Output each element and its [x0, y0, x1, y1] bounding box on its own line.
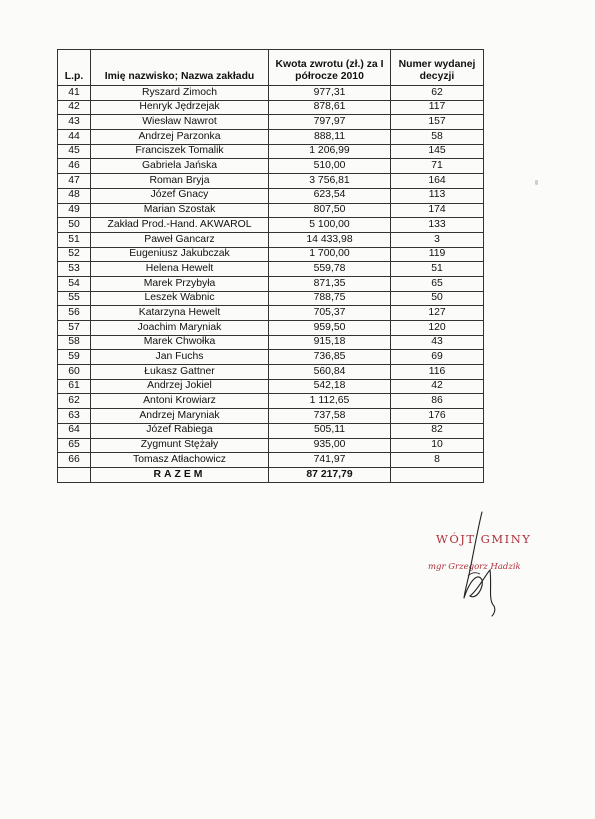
row-amount: 14 433,98	[269, 232, 391, 247]
row-name: Roman Bryja	[91, 174, 269, 189]
table-row	[58, 262, 484, 277]
row-lp: 45	[58, 144, 91, 159]
row-amount: 915,18	[269, 335, 391, 350]
row-amount: 705,37	[269, 306, 391, 321]
table-row	[58, 321, 484, 336]
row-name: Katarzyna Hewelt	[91, 306, 269, 321]
row-lp: 51	[58, 232, 91, 247]
row-lp: 59	[58, 350, 91, 365]
row-lp: 58	[58, 335, 91, 350]
table-row	[58, 188, 484, 203]
row-name: Józef Gnacy	[91, 188, 269, 203]
row-decision: 82	[391, 423, 484, 438]
row-name: Antoni Krowiarz	[91, 394, 269, 409]
row-name: Tomasz Atłachowicz	[91, 453, 269, 468]
total-empty-cell	[391, 467, 484, 482]
row-amount: 797,97	[269, 115, 391, 130]
row-amount: 788,75	[269, 291, 391, 306]
row-name: Wiesław Nawrot	[91, 115, 269, 130]
stamp-name: mgr Grzegorz Hadzik	[428, 562, 521, 572]
row-lp: 54	[58, 276, 91, 291]
row-amount: 1 206,99	[269, 144, 391, 159]
row-amount: 977,31	[269, 86, 391, 101]
stamp-title: WÓJT GMINY	[436, 532, 532, 546]
row-name: Zygmunt Stężały	[91, 438, 269, 453]
row-decision: 157	[391, 115, 484, 130]
table-row	[58, 453, 484, 468]
row-decision: 62	[391, 86, 484, 101]
row-decision: 8	[391, 453, 484, 468]
row-amount: 741,97	[269, 453, 391, 468]
row-decision: 42	[391, 379, 484, 394]
total-amount: 87 217,79	[269, 467, 391, 482]
row-decision: 174	[391, 203, 484, 218]
header-decision: Numer wydanej decyzji	[391, 50, 484, 86]
row-decision: 69	[391, 350, 484, 365]
row-name: Ryszard Zimoch	[91, 86, 269, 101]
row-amount: 510,00	[269, 159, 391, 174]
refund-table	[57, 49, 484, 483]
row-lp: 63	[58, 409, 91, 424]
row-decision: 127	[391, 306, 484, 321]
row-decision: 58	[391, 130, 484, 145]
table-row	[58, 247, 484, 262]
table-header-row	[58, 50, 484, 86]
row-decision: 3	[391, 232, 484, 247]
row-name: Andrzej Parzonka	[91, 130, 269, 145]
row-lp: 47	[58, 174, 91, 189]
header-name: Imię nazwisko; Nazwa zakładu	[91, 50, 269, 86]
row-decision: 43	[391, 335, 484, 350]
table-row	[58, 276, 484, 291]
table-row	[58, 350, 484, 365]
row-amount: 505,11	[269, 423, 391, 438]
table-row	[58, 365, 484, 380]
scan-speck	[535, 180, 538, 185]
row-amount: 935,00	[269, 438, 391, 453]
row-name: Henryk Jędrzejak	[91, 100, 269, 115]
table-row	[58, 379, 484, 394]
row-decision: 120	[391, 321, 484, 336]
row-decision: 133	[391, 218, 484, 233]
row-lp: 62	[58, 394, 91, 409]
row-amount: 1 112,65	[269, 394, 391, 409]
table-row	[58, 115, 484, 130]
row-decision: 65	[391, 276, 484, 291]
table-row	[58, 203, 484, 218]
row-lp: 65	[58, 438, 91, 453]
row-name: Marek Chwołka	[91, 335, 269, 350]
row-name: Łukasz Gattner	[91, 365, 269, 380]
row-lp: 42	[58, 100, 91, 115]
handwritten-signature	[420, 510, 570, 620]
row-lp: 56	[58, 306, 91, 321]
row-lp: 66	[58, 453, 91, 468]
row-decision: 86	[391, 394, 484, 409]
row-amount: 959,50	[269, 321, 391, 336]
table-row	[58, 306, 484, 321]
row-decision: 164	[391, 174, 484, 189]
row-amount: 542,18	[269, 379, 391, 394]
row-name: Leszek Wabnic	[91, 291, 269, 306]
row-lp: 57	[58, 321, 91, 336]
row-amount: 1 700,00	[269, 247, 391, 262]
row-name: Franciszek Tomalik	[91, 144, 269, 159]
row-decision: 117	[391, 100, 484, 115]
row-name: Andrzej Jokiel	[91, 379, 269, 394]
row-lp: 52	[58, 247, 91, 262]
row-decision: 113	[391, 188, 484, 203]
row-amount: 871,35	[269, 276, 391, 291]
row-lp: 50	[58, 218, 91, 233]
row-name: Helena Hewelt	[91, 262, 269, 277]
row-name: Eugeniusz Jakubczak	[91, 247, 269, 262]
row-amount: 559,78	[269, 262, 391, 277]
row-amount: 888,11	[269, 130, 391, 145]
row-amount: 807,50	[269, 203, 391, 218]
row-amount: 737,58	[269, 409, 391, 424]
row-lp: 49	[58, 203, 91, 218]
row-lp: 43	[58, 115, 91, 130]
header-lp: L.p.	[58, 50, 91, 86]
table-row	[58, 423, 484, 438]
row-lp: 53	[58, 262, 91, 277]
row-decision: 116	[391, 365, 484, 380]
row-amount: 736,85	[269, 350, 391, 365]
row-decision: 10	[391, 438, 484, 453]
total-empty-cell	[58, 467, 91, 482]
table-row	[58, 291, 484, 306]
row-decision: 176	[391, 409, 484, 424]
row-lp: 48	[58, 188, 91, 203]
official-stamp	[420, 510, 570, 620]
table-row	[58, 438, 484, 453]
row-decision: 145	[391, 144, 484, 159]
row-name: Gabriela Jańska	[91, 159, 269, 174]
row-decision: 119	[391, 247, 484, 262]
table-row	[58, 409, 484, 424]
header-amount: Kwota zwrotu (zł.) za I półrocze 2010	[269, 50, 391, 86]
row-name: Andrzej Maryniak	[91, 409, 269, 424]
row-name: Paweł Gancarz	[91, 232, 269, 247]
row-decision: 51	[391, 262, 484, 277]
row-decision: 71	[391, 159, 484, 174]
table-row	[58, 86, 484, 101]
row-lp: 64	[58, 423, 91, 438]
row-amount: 623,54	[269, 188, 391, 203]
row-amount: 5 100,00	[269, 218, 391, 233]
table-row	[58, 144, 484, 159]
row-name: Marek Przybyła	[91, 276, 269, 291]
table-row	[58, 335, 484, 350]
row-lp: 46	[58, 159, 91, 174]
row-decision: 50	[391, 291, 484, 306]
row-lp: 41	[58, 86, 91, 101]
row-amount: 560,84	[269, 365, 391, 380]
table-row	[58, 159, 484, 174]
total-label: RAZEM	[91, 467, 269, 482]
table-row	[58, 100, 484, 115]
row-name: Joachim Maryniak	[91, 321, 269, 336]
table-row	[58, 218, 484, 233]
total-row	[58, 467, 484, 482]
row-name: Józef Rabiega	[91, 423, 269, 438]
row-lp: 55	[58, 291, 91, 306]
row-name: Marian Szostak	[91, 203, 269, 218]
row-lp: 60	[58, 365, 91, 380]
row-amount: 878,61	[269, 100, 391, 115]
table-row	[58, 130, 484, 145]
row-lp: 61	[58, 379, 91, 394]
row-amount: 3 756,81	[269, 174, 391, 189]
table-row	[58, 232, 484, 247]
row-name: Jan Fuchs	[91, 350, 269, 365]
row-lp: 44	[58, 130, 91, 145]
row-name: Zakład Prod.-Hand. AKWAROL	[91, 218, 269, 233]
table-row	[58, 174, 484, 189]
table-row	[58, 394, 484, 409]
